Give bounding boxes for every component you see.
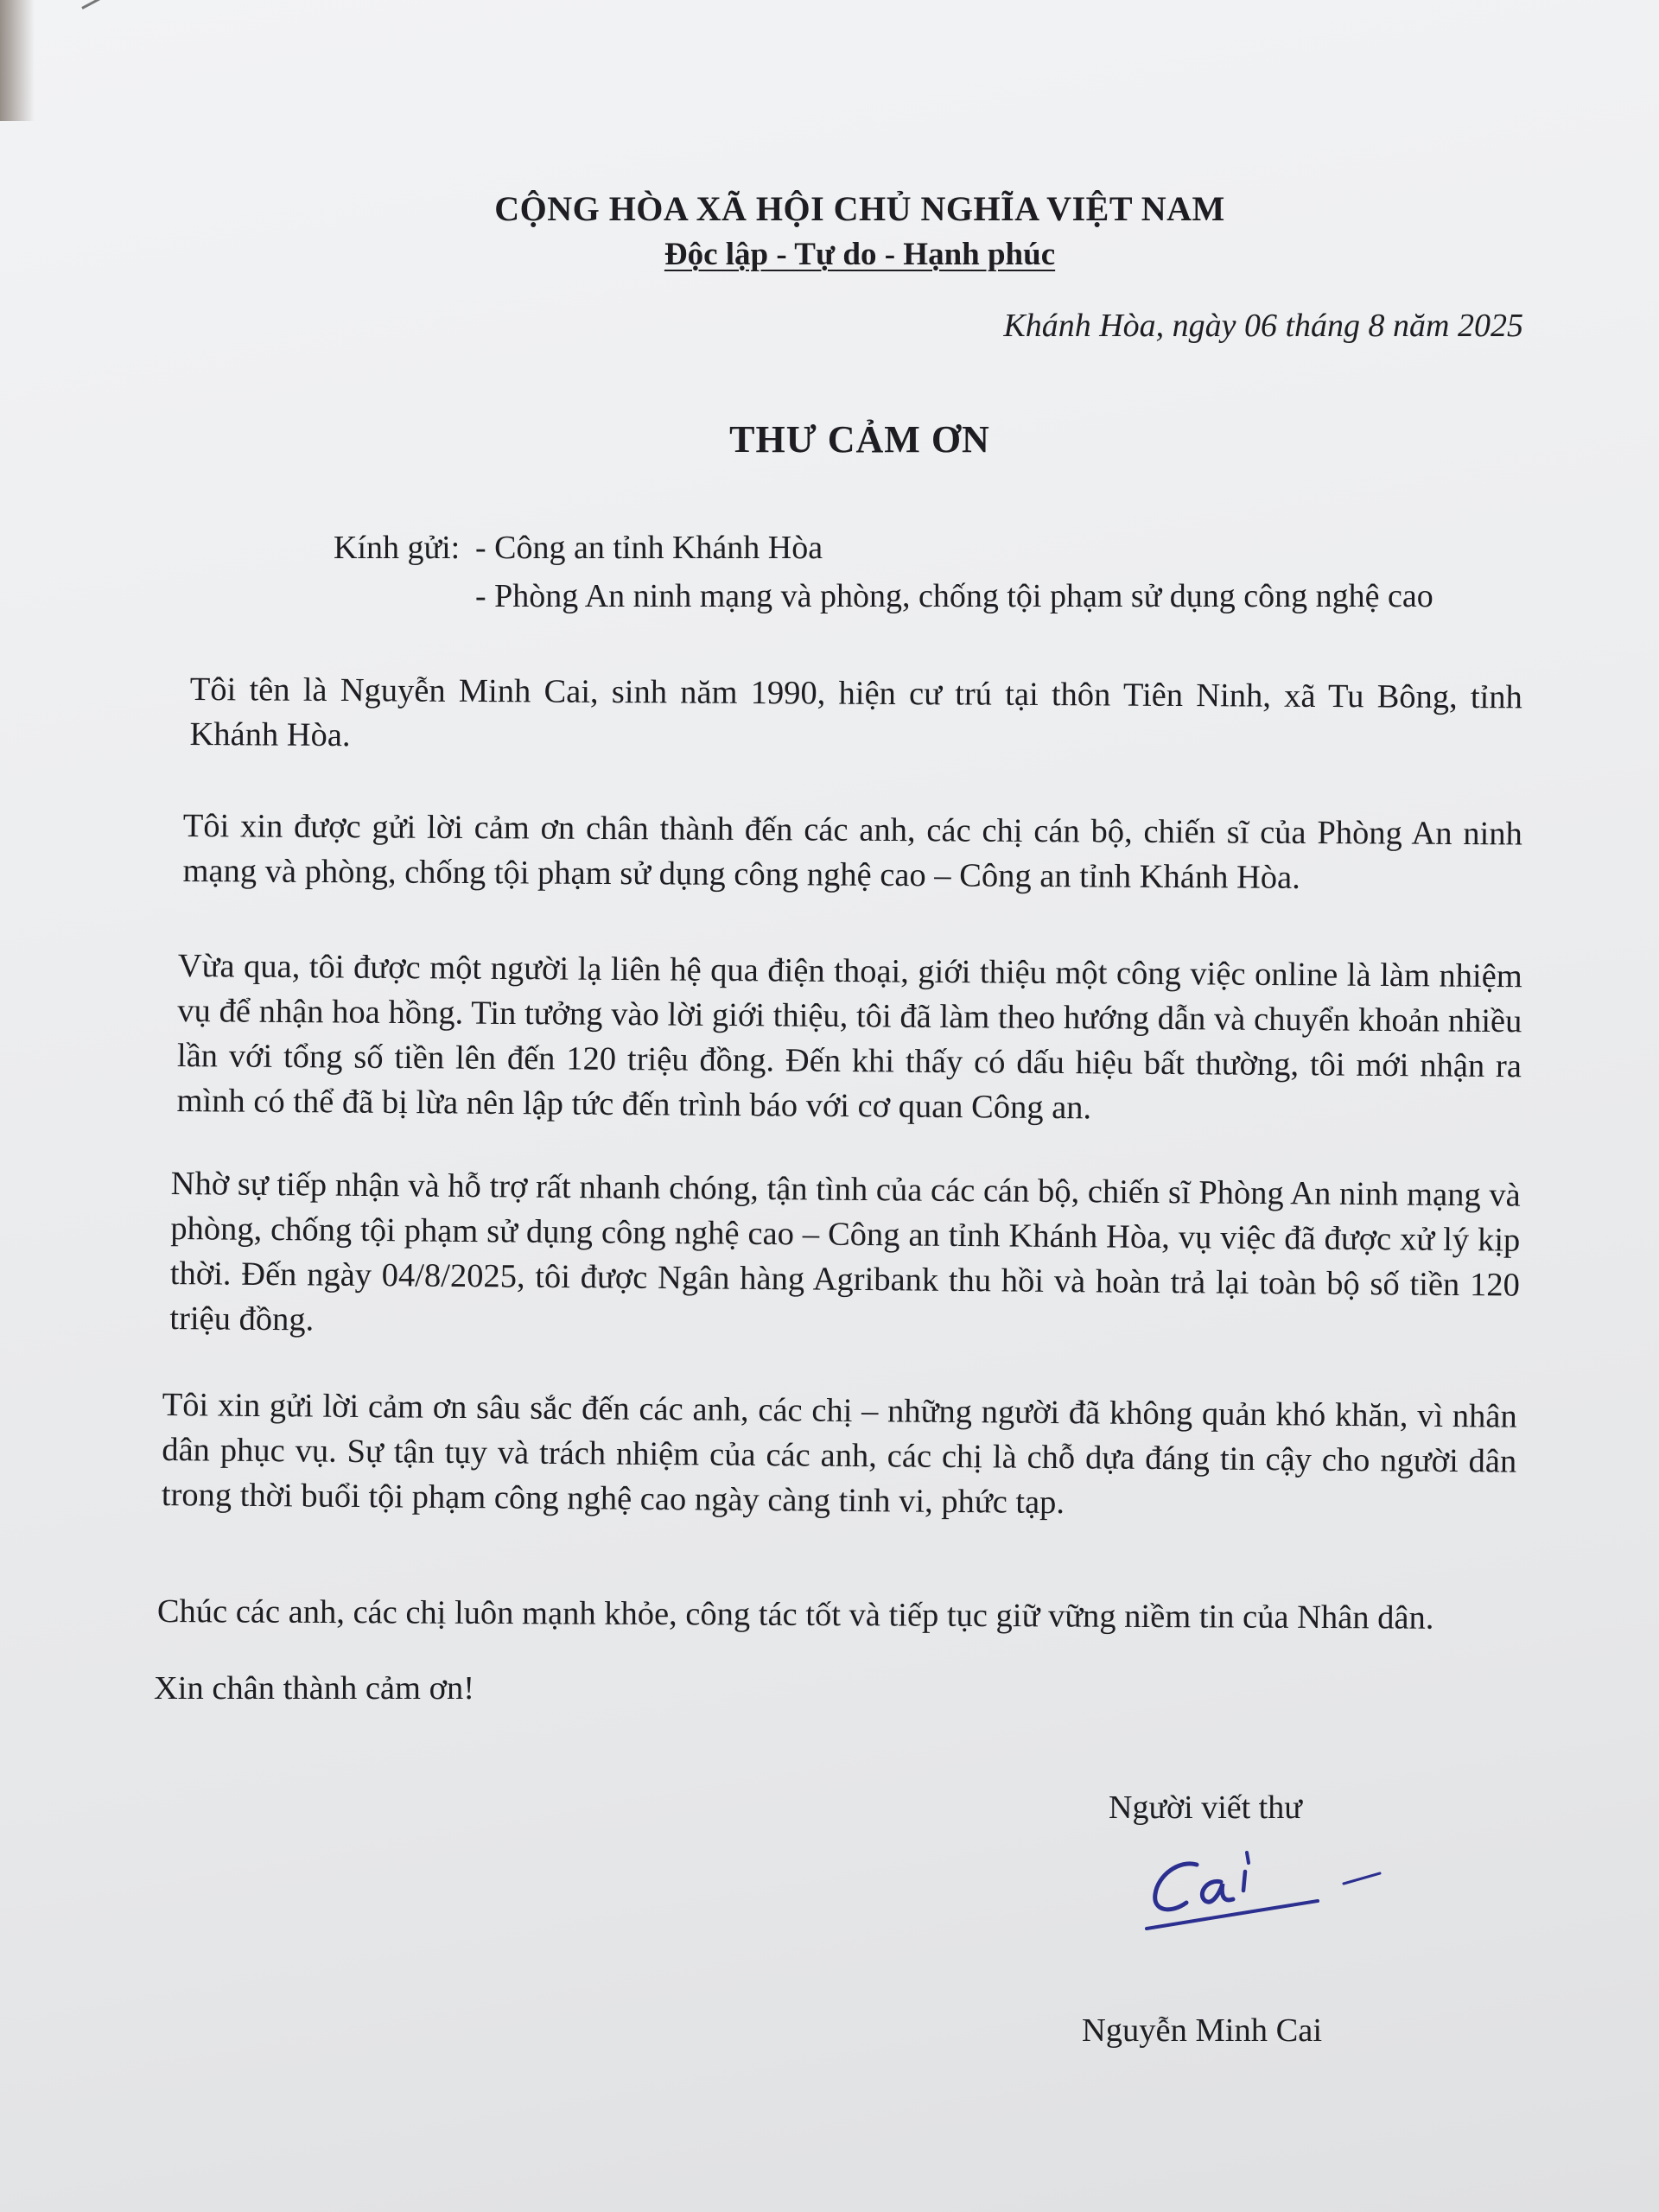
recipient-item: - Công an tỉnh Khánh Hòa [475, 530, 823, 566]
signature-label: Người viết thư [1109, 1789, 1302, 1826]
signer-name: Nguyễn Minh Cai [1082, 2012, 1323, 2049]
paragraph-introduction: Tôi tên là Nguyễn Minh Cai, sinh năm 1990, hiện cư trú tại thôn Tiên Ninh, xã Tu Bông, tỉnh Khánh Hòa. [189, 671, 1522, 754]
paragraph-thanks: Tôi xin được gửi lời cảm ơn chân thành đến các anh, các chị cán bộ, chiến sĩ của Phòng An ninh mạng và phòng, chống tội phạm sử dụng công nghệ cao – Công an tỉnh Khánh Hòa. [182, 807, 1522, 896]
handwritten-signature [1136, 1840, 1395, 1936]
motto-text: Độc lập - Tự do - Hạnh phúc [664, 237, 1056, 272]
national-motto [0, 236, 1659, 273]
closing-wish: Chúc các anh, các chị luôn mạnh khỏe, công tác tốt và tiếp tục giữ vững niềm tin của Nhân dân. [156, 1593, 1434, 1637]
national-title: CỘNG HÒA XÃ HỘI CHỦ NGHĨA VIỆT NAM [494, 189, 1225, 228]
paragraph-resolution: Nhờ sự tiếp nhận và hỗ trợ rất nhanh chóng, tận tình của các cán bộ, chiến sĩ Phòng An ninh mạng và phòng, chống tội phạm sử dụng công nghệ cao – Công an tỉnh Khánh Hòa, vụ việc đã được xử lý kịp thời. Đến ngày 04/8/2025, tôi được Ngân hàng Agribank thu hồi và hoàn trả lại toàn bộ số tiền 120 triệu đồng. [169, 1165, 1521, 1338]
place-date-line: Khánh Hòa, ngày 06 tháng 8 năm 2025 [1003, 308, 1523, 344]
paragraph-incident: Vừa qua, tôi được một người lạ liên hệ qua điện thoại, giới thiệu một công việc online là làm nhiệm vụ để nhận hoa hồng. Tin tưởng vào lời giới thiệu, tôi đã làm theo hướng dẫn và chuyển khoản nhiều lần với tổng số tiền lên đến 120 triệu đồng. Đến khi thấy có dấu hiệu bất thường, tôi mới nhận ra mình có thể đã bị lừa nên lập tức đến trình báo với cơ quan Công an. [176, 947, 1522, 1127]
closing-thanks: Xin chân thành cảm ơn! [154, 1670, 475, 1707]
letter-title: THƯ CẢM ƠN [729, 418, 990, 461]
recipient-label: Kính gửi: [334, 530, 461, 566]
paragraph-gratitude: Tôi xin gửi lời cảm ơn sâu sắc đến các anh, các chị – những người đã không quản khó khăn, vì nhân dân phục vụ. Sự tận tụy và trách nhiệm của các anh, các chị là chỗ dựa đáng tin cậy cho người dân trong thời buổi tội phạm công nghệ cao ngày càng tinh vi, phức tạp. [161, 1386, 1517, 1522]
recipient-item: - Phòng An ninh mạng và phòng, chống tội phạm sử dụng công nghệ cao [475, 578, 1433, 614]
